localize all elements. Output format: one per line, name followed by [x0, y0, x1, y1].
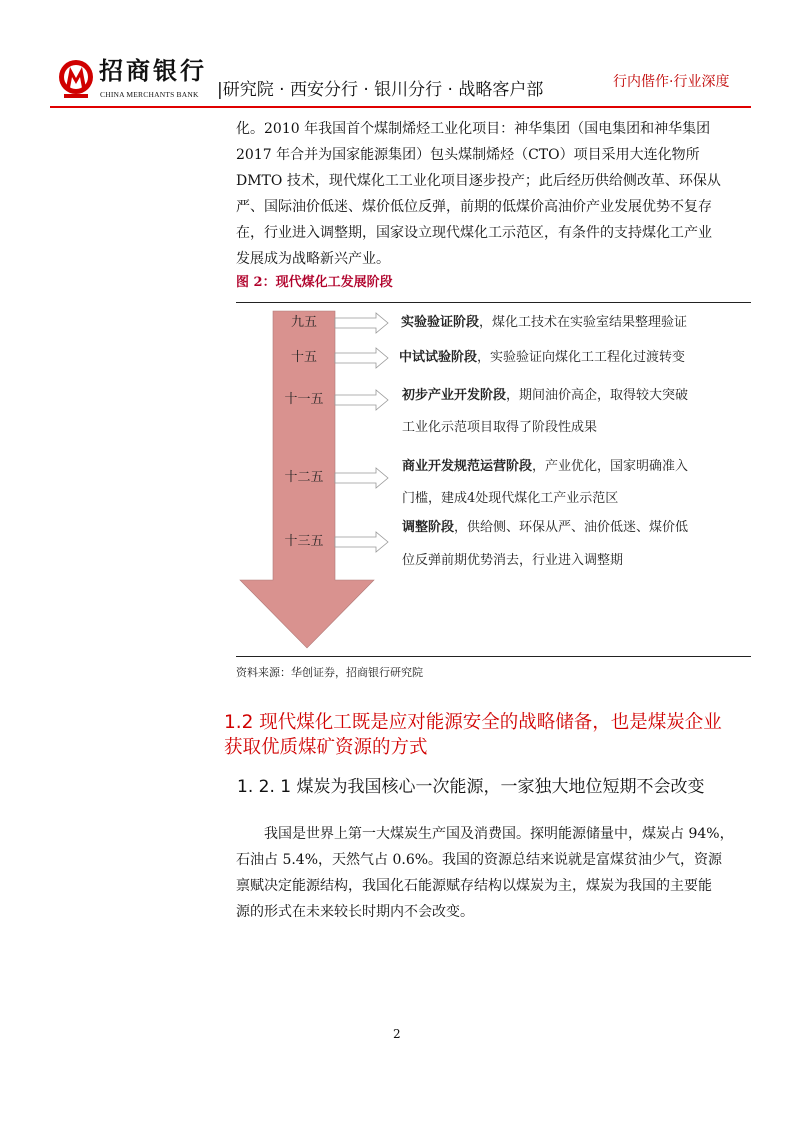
period-label: 十二五: [284, 470, 324, 485]
stage-arrow-icon: [335, 468, 388, 488]
figure-title: 图 2：现代煤化工发展阶段: [236, 275, 393, 290]
stage-description: 工业化示范项目取得了阶段性成果: [402, 420, 598, 435]
text-line: 禀赋决定能源结构，我国化石能源赋存结构以煤炭为主，煤炭为我国的主要能: [236, 878, 712, 894]
stage-description: 中试试验阶段，实验验证向煤化工工程化过渡转变: [399, 350, 686, 365]
text-line: 化。2010 年我国首个煤制烯烃工业化项目：神华集团（国电集团和神华集团: [236, 121, 711, 137]
bank-name: 招商银行: [99, 57, 207, 85]
text-line: DMTO 技术，现代煤化工工业化项目逐步投产；此后经历供给侧改革、环保从: [236, 173, 721, 189]
section-paragraph: [236, 821, 734, 925]
figure-bottom-rule: [236, 656, 751, 657]
figure-source: 资料来源：华创证券，招商银行研究院: [236, 666, 423, 679]
subsection-heading: 1. 2. 1 煤炭为我国核心一次能源，一家独大地位短期不会改变: [237, 777, 705, 797]
stage-description: 初步产业开发阶段，期间油价高企，取得较大突破: [402, 388, 689, 403]
stage-arrow-icon: [335, 390, 388, 410]
stage-description: 位反弹前期优势消去，行业进入调整期: [402, 553, 624, 568]
stage-arrow-icon: [335, 313, 388, 333]
intro-paragraph: [236, 116, 721, 272]
period-label: 十五: [290, 350, 317, 365]
stage-arrow-icon: [335, 348, 388, 368]
report-tag: 行内偕作·行业深度: [613, 74, 730, 90]
text-line: 我国是世界上第一大煤炭生产国及消费国。探明能源储量中，煤炭占 94%，: [236, 826, 734, 842]
text-line: 源的形式在未来较长时期内不会改变。: [236, 904, 474, 920]
text-line: 在，行业进入调整期，国家设立现代煤化工示范区，有条件的支持煤化工产业: [236, 225, 712, 241]
bank-name-en: CHINA MERCHANTS BANK: [100, 90, 199, 99]
text-line: 发展成为战略新兴产业。: [236, 251, 390, 267]
cmb-logo: [58, 58, 94, 100]
header-divider: [50, 106, 751, 108]
period-label: 十三五: [284, 534, 324, 549]
period-label: 十一五: [284, 392, 324, 407]
page-number: 2: [393, 1027, 401, 1041]
figure-top-rule: [236, 302, 751, 303]
stage-arrow-icon: [335, 532, 388, 552]
stage-description: 商业开发规范运营阶段，产业优化，国家明确准入: [402, 459, 689, 474]
section-heading: 获取优质煤矿资源的方式: [224, 737, 428, 758]
period-label: 九五: [290, 315, 317, 330]
text-line: 严、国际油价低迷、煤价低位反弹，前期的低煤价高油价产业发展优势不复存: [236, 199, 712, 215]
stage-description: 门槛，建成4处现代煤化工产业示范区: [402, 491, 619, 506]
text-line: 2017 年合并为国家能源集团）包头煤制烯烃（CTO）项目采用大连化物所: [236, 147, 700, 163]
stage-description: 调整阶段，供给侧、环保从严、油价低迷、煤价低: [402, 520, 689, 535]
stage-description: 实验验证阶段，煤化工技术在实验室结果整理验证: [401, 315, 688, 330]
section-heading: 1.2 现代煤化工既是应对能源安全的战略储备，也是煤炭企业: [224, 712, 722, 733]
departments: |研究院 · 西安分行 · 银川分行 · 战略客户部: [217, 80, 544, 100]
text-line: 石油占 5.4%，天然气占 0.6%。我国的资源总结来说就是富煤贫油少气，资源: [236, 852, 723, 868]
